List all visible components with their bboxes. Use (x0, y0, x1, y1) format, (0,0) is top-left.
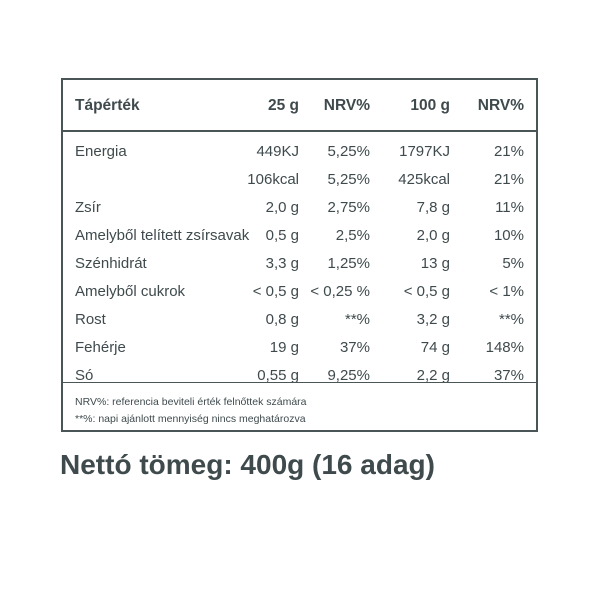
footnotes (63, 382, 536, 432)
nutrient-name: Zsír (75, 199, 101, 216)
nrv-100g: 21% (493, 171, 524, 188)
nrv-25g: 5,25% (327, 171, 370, 188)
table-row (63, 139, 536, 167)
nrv-25g: 2,5% (335, 227, 370, 244)
nrv-100g: 11% (495, 199, 524, 216)
value-25g: 19 g (269, 339, 299, 356)
nrv-25g: 5,25% (327, 143, 370, 160)
nrv-100g: < 1% (489, 283, 524, 300)
nrv-25g: 1,25% (327, 255, 370, 272)
value-100g: 2,2 g (416, 367, 450, 384)
nrv-100g: 21% (493, 143, 524, 160)
nutrient-name: Só (75, 367, 94, 384)
nutrient-name: Energia (75, 143, 127, 160)
value-25g: 449KJ (256, 143, 299, 160)
nutrient-name: Rost (75, 311, 106, 328)
header-nrv-25g: NRV% (323, 97, 370, 114)
nutrition-table (61, 78, 538, 432)
nutrient-name: Szénhidrát (75, 255, 147, 272)
header-25g: 25 g (267, 97, 299, 114)
value-25g: 0,55 g (257, 367, 299, 384)
nrv-100g: 37% (493, 367, 524, 384)
nrv-100g: 148% (485, 339, 524, 356)
value-100g: 2,0 g (416, 227, 450, 244)
table-row (63, 223, 536, 251)
value-100g: 74 g (420, 339, 450, 356)
value-25g: 0,5 g (265, 227, 299, 244)
value-100g: 7,8 g (416, 199, 450, 216)
nrv-25g: 9,25% (327, 367, 370, 384)
table-header (63, 80, 536, 132)
value-25g: < 0,5 g (252, 283, 299, 300)
table-row (63, 279, 536, 307)
value-100g: 425kcal (398, 171, 450, 188)
nrv-25g: 2,75% (327, 199, 370, 216)
net-weight: Nettó tömeg: 400g (16 adag) (60, 449, 435, 480)
value-25g: 106kcal (247, 171, 299, 188)
value-100g: 1797KJ (399, 143, 450, 160)
table-row (63, 195, 536, 223)
nutrient-name: Fehérje (75, 339, 126, 356)
nrv-100g: 5% (502, 255, 524, 272)
header-nrv-100g: NRV% (477, 97, 524, 114)
table-row (63, 251, 536, 279)
nrv-100g: **% (498, 311, 524, 328)
value-25g: 0,8 g (265, 311, 299, 328)
value-100g: < 0,5 g (403, 283, 450, 300)
table-row (63, 167, 536, 195)
nrv-25g: 37% (339, 339, 370, 356)
value-100g: 3,2 g (416, 311, 450, 328)
value-100g: 13 g (420, 255, 450, 272)
table-row (63, 335, 536, 363)
nutrient-name: Amelyből telített zsírsavak (75, 227, 250, 244)
header-100g: 100 g (410, 97, 450, 114)
value-25g: 3,3 g (265, 255, 299, 272)
nrv-100g: 10% (493, 227, 524, 244)
nrv-25g: < 0,25 % (310, 283, 370, 300)
nrv-25g: **% (344, 311, 370, 328)
footnote-asterisk: **%: napi ajánlott mennyiség nincs meghatározva (75, 413, 306, 425)
footnote-nrv: NRV%: referencia beviteli érték felnőttek számára (75, 396, 307, 408)
value-25g: 2,0 g (265, 199, 299, 216)
nutrient-name: Amelyből cukrok (75, 283, 186, 300)
header-nutrient: Tápérték (75, 97, 140, 114)
table-row (63, 307, 536, 335)
